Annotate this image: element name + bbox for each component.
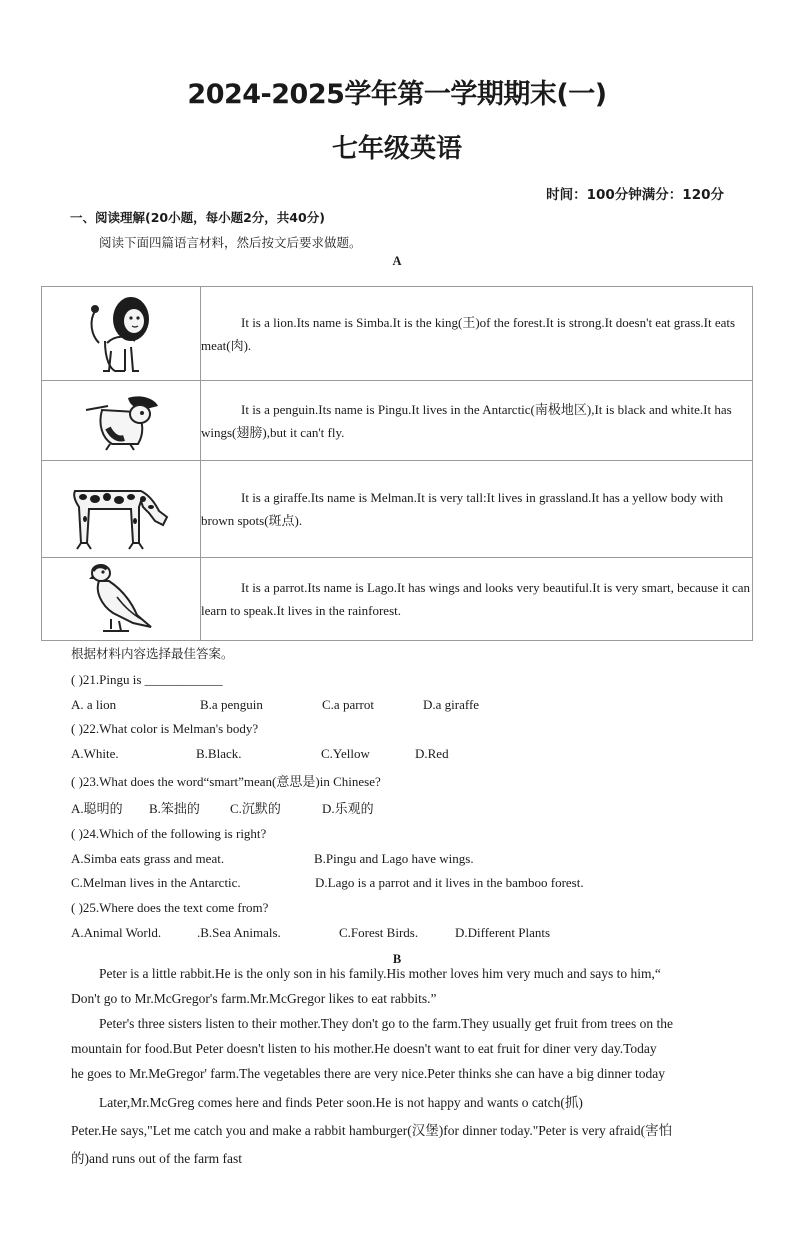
table-row xyxy=(42,381,753,461)
passage-line: Peter is a little rabbit.He is the only son in his family.His mother loves him very much and says to him,“ xyxy=(99,966,661,981)
giraffe-icon xyxy=(69,467,173,551)
passage-b-label: B xyxy=(392,952,402,966)
option-d: D.Lago is a parrot and it lives in the bamboo forest. xyxy=(315,875,584,890)
exam-subtitle: 七年级英语 xyxy=(331,134,462,164)
option-d: D.a giraffe xyxy=(423,697,480,712)
option-b: B.笨拙的 xyxy=(149,801,200,816)
question-stem: ( )21.Pingu is ____________ xyxy=(71,672,223,687)
table-row xyxy=(42,461,753,558)
question-stem: ( )25.Where does the text come from? xyxy=(71,900,269,915)
option-a: A.Simba eats grass and meat. xyxy=(71,851,225,866)
question-options xyxy=(71,851,721,869)
option-b: B.Black. xyxy=(196,746,242,761)
exam-title: 2024-2025学年第一学期期末(一) xyxy=(187,79,607,110)
option-b: B.Pingu and Lago have wings. xyxy=(314,851,474,866)
animal-description xyxy=(201,381,753,461)
animal-text: It is a giraffe.Its name is Melman.It is very tall:It lives in grassland.It has a yellow body with brown spots(斑点). xyxy=(201,490,724,528)
passage-line: he goes to Mr.MeGregor' farm.The vegetables there are very nice.Peter thinks she can have a big dinner today xyxy=(71,1066,665,1081)
option-b: B.a penguin xyxy=(200,697,263,712)
animal-description xyxy=(201,287,753,381)
animal-picture-cell xyxy=(42,287,201,381)
question-options xyxy=(71,798,721,816)
passage-line: Peter's three sisters listen to their mother.They don't go to the farm.They usually get fruit from trees on the xyxy=(99,1016,673,1031)
passage-line: Don't go to Mr.McGregor's farm.Mr.McGregor likes to eat rabbits.” xyxy=(71,991,437,1006)
table-row xyxy=(42,287,753,381)
option-a: A.White. xyxy=(71,746,119,761)
passage-line: 的)and runs out of the farm fast xyxy=(71,1151,242,1166)
question-options xyxy=(71,697,721,715)
option-d: D.Different Plants xyxy=(455,925,551,940)
animal-text: It is a lion.Its name is Simba.It is the king(王)of the forest.It is strong.It doesn't eat grass.It eats meat(肉). xyxy=(201,314,736,353)
question-stem: ( )22.What color is Melman's body? xyxy=(71,721,259,736)
question-options xyxy=(71,746,721,764)
question-stem: ( )23.What does the word“smart”mean(意思是)in Chinese? xyxy=(71,774,381,789)
question-stem: ( )24.Which of the following is right? xyxy=(71,826,267,841)
option-c: C.Melman lives in the Antarctic. xyxy=(71,875,241,890)
option-c: C.沉默的 xyxy=(230,801,281,816)
passage-line: Peter.He says,"Let me catch you and make a rabbit hamburger(汉堡)for dinner today."Peter is very afraid(害怕 xyxy=(71,1123,673,1138)
question-options xyxy=(71,875,721,893)
section-instruction: 阅读下面四篇语言材料，然后按文后要求做题。 xyxy=(99,235,362,250)
option-d: D.乐观的 xyxy=(322,801,374,816)
lion-icon xyxy=(81,291,161,377)
option-c: C.a parrot xyxy=(322,697,374,712)
option-b: .B.Sea Animals. xyxy=(197,925,281,940)
table-row xyxy=(42,558,753,641)
question-options xyxy=(71,925,721,943)
passage-line: mountain for food.But Peter doesn't listen to his mother.He doesn't want to eat fruit for diner very day.Today xyxy=(71,1041,657,1056)
passage-a-label: A xyxy=(392,254,402,268)
option-d: D.Red xyxy=(415,746,449,761)
option-c: C.Yellow xyxy=(321,746,370,761)
animal-picture-cell xyxy=(42,461,201,558)
animal-picture-cell xyxy=(42,558,201,641)
animal-picture-cell xyxy=(42,381,201,461)
choose-instruction: 根据材料内容选择最佳答案。 xyxy=(71,646,234,661)
animal-text: It is a parrot.Its name is Lago.It has wings and looks very beautiful.It is very smart, because it can learn to speak.It lives in the rainforest. xyxy=(201,580,751,618)
passage-line: Later,Mr.McGreg comes here and finds Peter soon.He is not happy and wants o catch(抓) xyxy=(99,1095,583,1110)
parrot-icon xyxy=(81,561,161,637)
animal-table xyxy=(41,286,753,641)
animal-description xyxy=(201,461,753,558)
option-a: A.Animal World. xyxy=(71,925,162,940)
option-a: A. a lion xyxy=(71,697,117,712)
animal-text: It is a penguin.Its name is Pingu.It lives in the Antarctic(南极地区),It is black and white.It has wings(翅膀),but it can't fly. xyxy=(201,401,732,440)
penguin-icon xyxy=(78,388,164,454)
time-info: 时间：100分钟满分：120分 xyxy=(546,187,724,203)
section-heading: 一、阅读理解(20小题，每小题2分，共40分) xyxy=(70,210,325,225)
option-a: A.聪明的 xyxy=(71,801,123,816)
animal-description xyxy=(201,558,753,641)
option-c: C.Forest Birds. xyxy=(339,925,419,940)
